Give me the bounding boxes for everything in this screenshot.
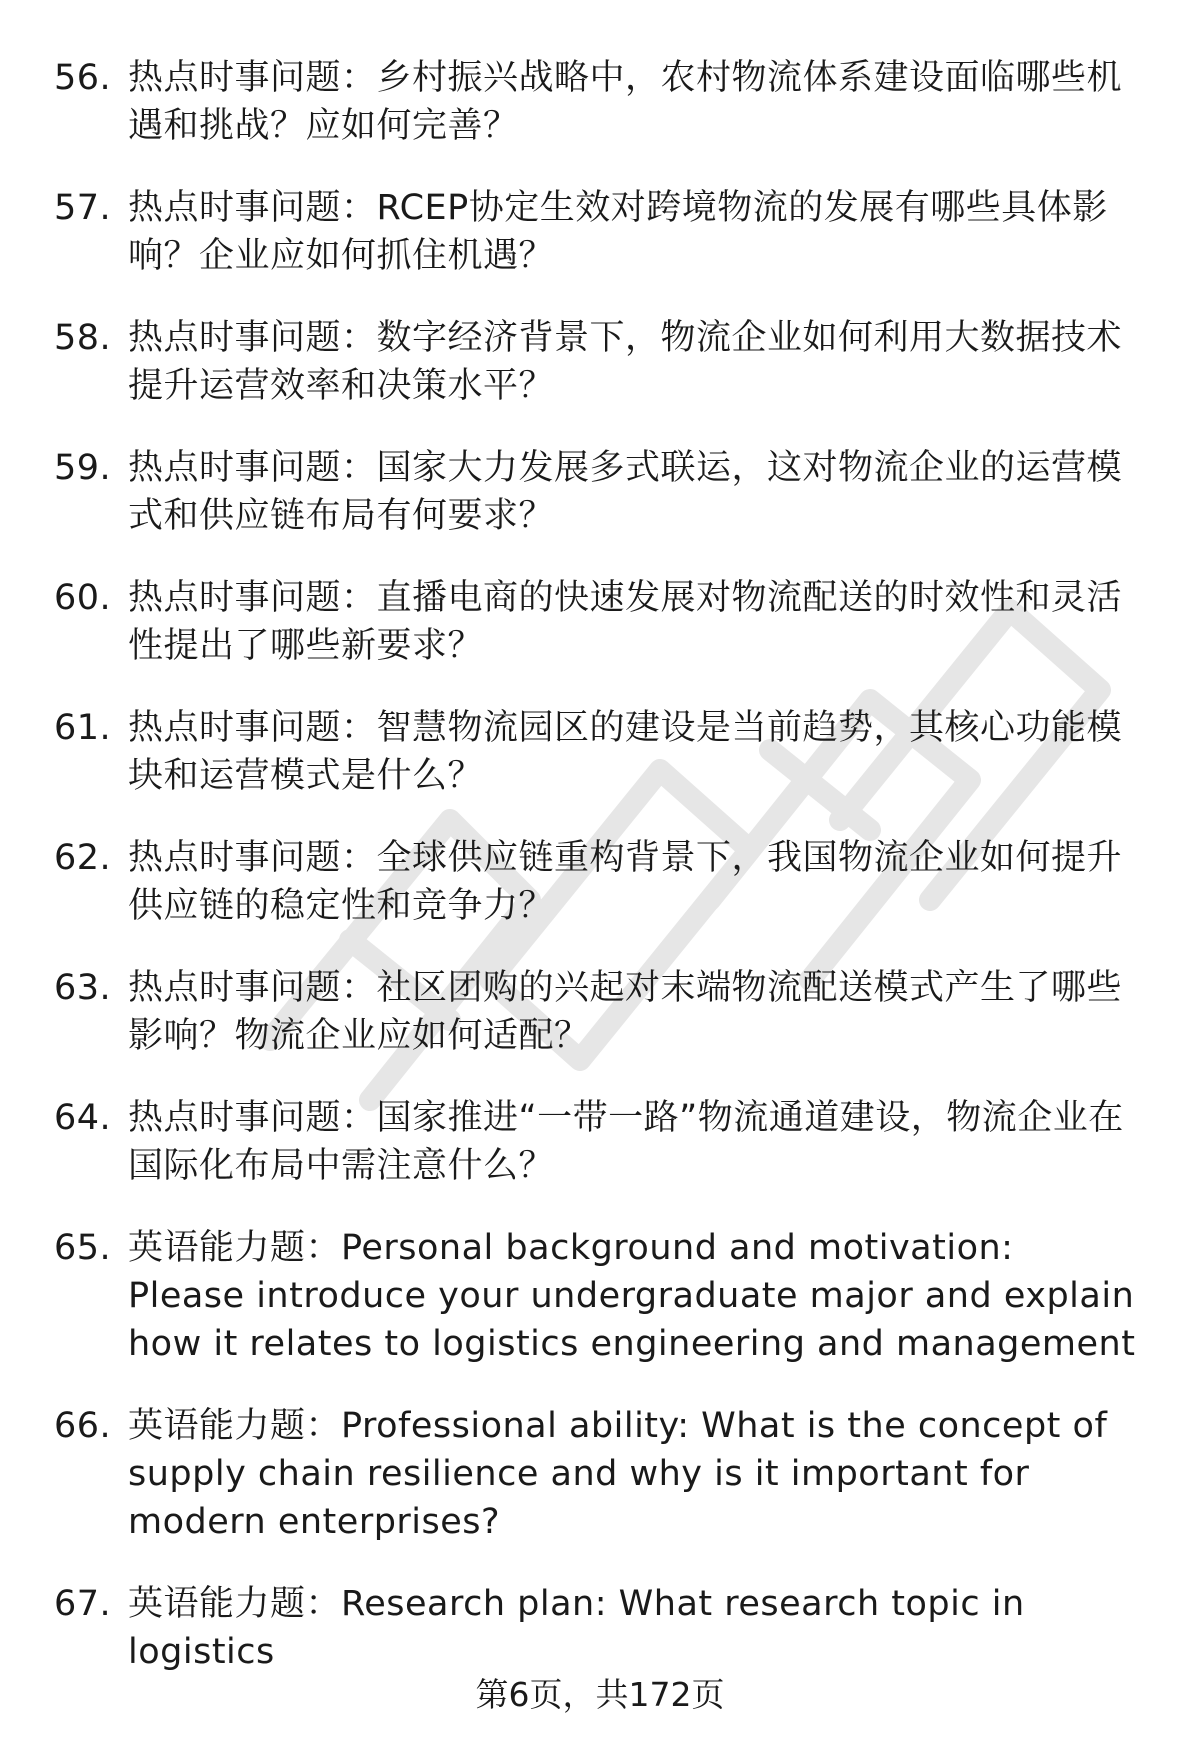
- question-text: 英语能力题：Personal background and motivation: Please introduce your undergraduate major and explain how it relates to logistics engineering and management: [128, 1228, 1136, 1364]
- question-item-60: [0, 574, 1200, 670]
- question-item-62: [0, 834, 1200, 930]
- question-text: 热点时事问题：国家推进“一带一路”物流通道建设，物流企业在国际化布局中需注意什么？: [128, 1098, 1124, 1186]
- question-text: 热点时事问题：智慧物流园区的建设是当前趋势，其核心功能模块和运营模式是什么？: [128, 708, 1123, 796]
- question-text: 热点时事问题：数字经济背景下，物流企业如何利用大数据技术提升运营效率和决策水平？: [128, 318, 1123, 406]
- question-item-65: [0, 1224, 1200, 1368]
- question-text: 英语能力题：Professional ability: What is the concept of supply chain resilience and why is it important for modern enterprises?: [128, 1406, 1108, 1542]
- question-text: 热点时事问题：社区团购的兴起对末端物流配送模式产生了哪些影响？物流企业应如何适配？: [128, 968, 1123, 1056]
- question-item-56: [0, 54, 1200, 150]
- question-item-64: [0, 1094, 1200, 1190]
- question-number: 65.: [54, 1228, 112, 1268]
- question-item-66: [0, 1402, 1200, 1546]
- question-text: 热点时事问题：直播电商的快速发展对物流配送的时效性和灵活性提出了哪些新要求？: [128, 578, 1123, 666]
- question-number: 64.: [54, 1098, 112, 1138]
- question-text: 英语能力题：Research plan: What research topic in logistics: [128, 1584, 1025, 1672]
- question-item-67: [0, 1580, 1200, 1676]
- question-number: 62.: [54, 838, 112, 878]
- question-number: 56.: [54, 58, 112, 98]
- question-text: 热点时事问题：全球供应链重构背景下，我国物流企业如何提升供应链的稳定性和竞争力？: [128, 838, 1123, 926]
- question-number: 67.: [54, 1584, 112, 1624]
- question-item-57: [0, 184, 1200, 280]
- question-number: 63.: [54, 968, 112, 1008]
- question-number: 60.: [54, 578, 112, 618]
- question-item-63: [0, 964, 1200, 1060]
- question-list: [0, 54, 1200, 1710]
- page-footer: 第6页，共172页: [475, 1675, 725, 1714]
- question-text: 热点时事问题：国家大力发展多式联运，这对物流企业的运营模式和供应链布局有何要求？: [128, 448, 1123, 536]
- question-text: 热点时事问题：RCEP协定生效对跨境物流的发展有哪些具体影响？企业应如何抓住机遇？: [128, 188, 1108, 276]
- question-number: 59.: [54, 448, 112, 488]
- question-text: 热点时事问题：乡村振兴战略中，农村物流体系建设面临哪些机遇和挑战？应如何完善？: [128, 58, 1123, 146]
- question-number: 57.: [54, 188, 112, 228]
- question-number: 58.: [54, 318, 112, 358]
- question-number: 61.: [54, 708, 112, 748]
- question-item-61: [0, 704, 1200, 800]
- question-item-59: [0, 444, 1200, 540]
- question-number: 66.: [54, 1406, 112, 1446]
- question-item-58: [0, 314, 1200, 410]
